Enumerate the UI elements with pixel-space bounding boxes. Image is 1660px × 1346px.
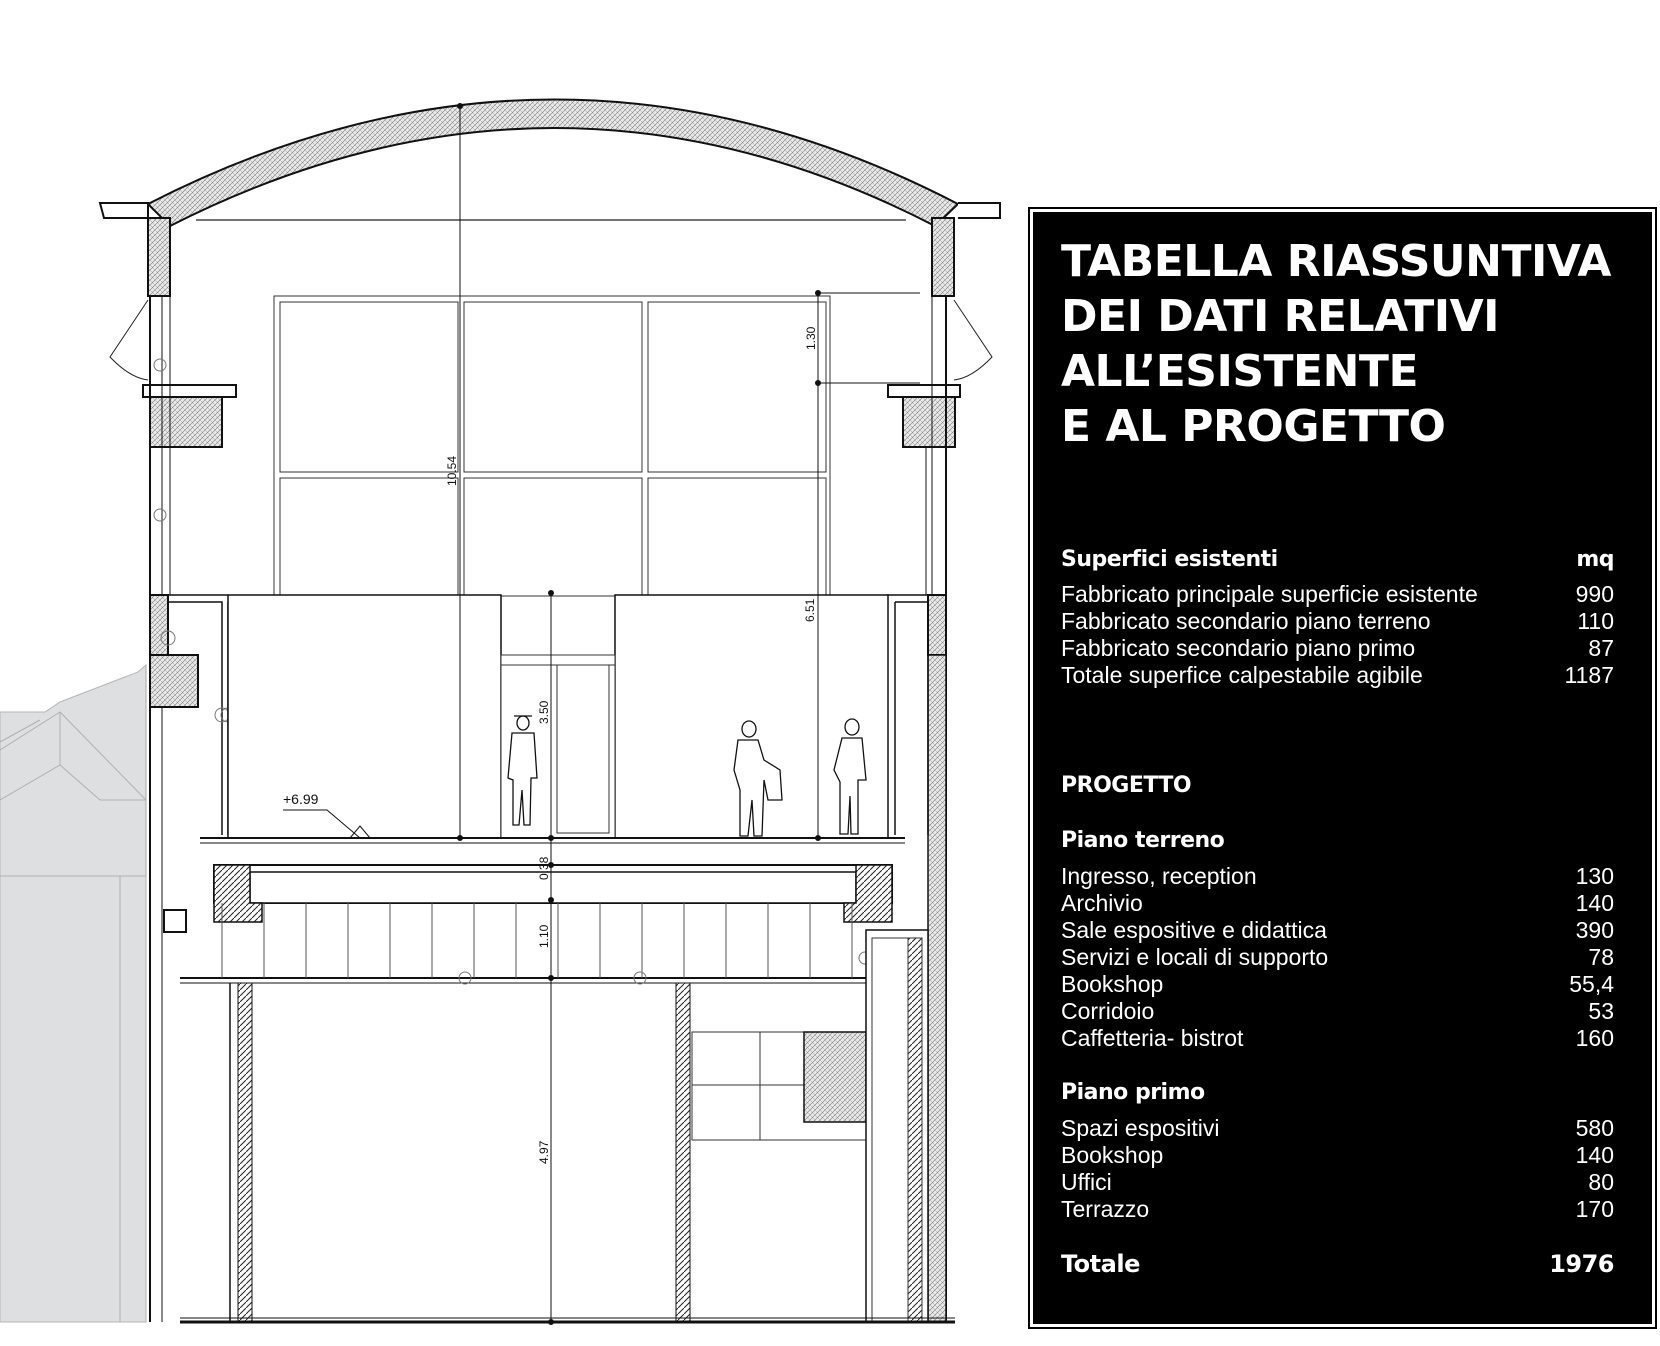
table-title-line: E AL PROGETTO (1061, 401, 1446, 452)
row-label: Fabbricato secondario piano terreno (1061, 608, 1431, 634)
row-value: 390 (1575, 917, 1614, 943)
row-label: Fabbricato secondario piano primo (1061, 635, 1416, 661)
table-row (1061, 607, 1614, 635)
row-label: Totale superfice calpestabile agibile (1061, 662, 1423, 688)
row-label: Fabbricato principale superficie esistente (1061, 581, 1478, 607)
table-row (1061, 1114, 1614, 1142)
adjacent-building (0, 665, 146, 1322)
ground-floor (180, 930, 955, 1322)
table-row (1061, 889, 1614, 917)
row-label: Caffetteria- bistrot (1061, 1025, 1244, 1051)
table-row (1061, 943, 1614, 971)
row-label: Uffici (1061, 1169, 1112, 1195)
row-value: 110 (1577, 608, 1614, 634)
total-row (1061, 1250, 1614, 1278)
dimension-1-30: 1.30 (804, 326, 818, 350)
existing-heading-row (1061, 546, 1614, 574)
table-row (1061, 997, 1614, 1025)
table-row (1061, 661, 1614, 689)
summary-table (1033, 212, 1652, 1324)
window-grid (274, 296, 830, 596)
dimension-3-50: 3.50 (537, 700, 551, 724)
row-value: 78 (1588, 944, 1614, 970)
row-label: Terrazzo (1061, 1196, 1150, 1222)
dimension-10-54: 10.54 (445, 455, 459, 486)
upper-floor-partitions (228, 595, 888, 838)
wall-corbels (143, 385, 960, 447)
first-floor-heading-row (1061, 1079, 1614, 1107)
unit-label: mq (1576, 547, 1614, 572)
row-label: Ingresso, reception (1061, 863, 1257, 889)
level-mark-label: +6.99 (283, 791, 319, 807)
table-row (1061, 862, 1614, 890)
table-row (1061, 1024, 1614, 1052)
table-row (1061, 634, 1614, 662)
row-label: Servizi e locali di supporto (1061, 944, 1329, 970)
row-value: 140 (1575, 890, 1614, 916)
dimension-0-38: 0.38 (537, 856, 551, 880)
row-value: 130 (1575, 863, 1614, 889)
total-label: Totale (1061, 1250, 1140, 1278)
dimension-1-10: 1.10 (537, 924, 551, 948)
vaulted-roof (100, 100, 1000, 381)
row-value: 55,4 (1569, 971, 1614, 997)
table-title-line: TABELLA RIASSUNTIVA (1061, 236, 1611, 287)
row-value: 1187 (1564, 662, 1614, 688)
row-value: 87 (1588, 635, 1614, 661)
row-label: Bookshop (1061, 971, 1164, 997)
total-value: 1976 (1549, 1250, 1614, 1278)
row-value: 53 (1588, 998, 1614, 1024)
table-title (1061, 234, 1641, 454)
table-row (1061, 970, 1614, 998)
row-value: 990 (1575, 581, 1614, 607)
row-value: 170 (1575, 1196, 1614, 1222)
table-row (1061, 916, 1614, 944)
row-value: 580 (1575, 1115, 1614, 1141)
project-heading: PROGETTO (1061, 773, 1192, 798)
row-label: Corridoio (1061, 998, 1155, 1024)
dimension-4-97: 4.97 (537, 1140, 551, 1164)
row-label: Spazi espositivi (1061, 1115, 1220, 1141)
ground-floor-heading-row (1061, 827, 1614, 855)
row-label: Archivio (1061, 890, 1143, 916)
existing-heading: Superfici esistenti (1061, 547, 1278, 572)
table-title-line: ALL’ESISTENTE (1061, 346, 1418, 397)
first-floor-heading: Piano primo (1061, 1080, 1205, 1105)
row-label: Bookshop (1061, 1142, 1164, 1168)
table-row (1061, 1141, 1614, 1169)
table-row (1061, 1195, 1614, 1223)
ground-floor-heading: Piano terreno (1061, 828, 1225, 853)
row-value: 160 (1575, 1025, 1614, 1051)
row-value: 140 (1575, 1142, 1614, 1168)
table-title-line: DEI DATI RELATIVI (1061, 291, 1500, 342)
project-heading-row (1061, 772, 1614, 800)
table-row (1061, 1168, 1614, 1196)
row-label: Sale espositive e didattica (1061, 917, 1327, 943)
row-value: 80 (1588, 1169, 1614, 1195)
dimension-6-51: 6.51 (803, 598, 817, 622)
table-row (1061, 580, 1614, 608)
